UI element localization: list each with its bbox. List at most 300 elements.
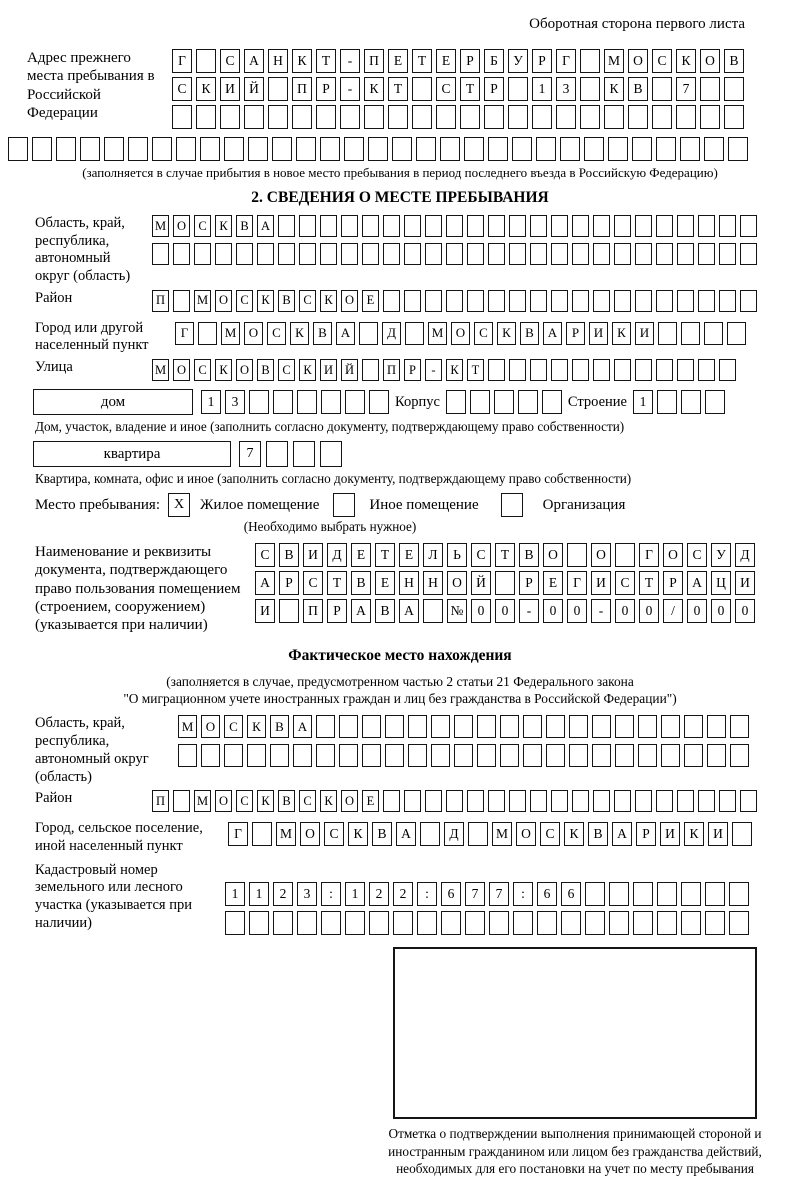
char-cell[interactable]: О bbox=[663, 543, 683, 567]
char-cell[interactable]: А bbox=[257, 215, 274, 237]
char-cell[interactable] bbox=[729, 882, 749, 906]
char-cell[interactable]: Й bbox=[244, 77, 264, 101]
char-cell[interactable] bbox=[684, 744, 703, 767]
s2-city-row[interactable] bbox=[175, 322, 750, 345]
char-cell[interactable] bbox=[614, 243, 631, 265]
char-cell[interactable] bbox=[638, 744, 657, 767]
char-cell[interactable] bbox=[404, 215, 421, 237]
char-cell[interactable]: Р bbox=[316, 77, 336, 101]
char-cell[interactable]: П bbox=[303, 599, 323, 623]
char-cell[interactable] bbox=[530, 290, 547, 312]
char-cell[interactable] bbox=[173, 243, 190, 265]
char-cell[interactable] bbox=[104, 137, 124, 161]
char-cell[interactable] bbox=[740, 290, 757, 312]
char-cell[interactable]: - bbox=[591, 599, 611, 623]
char-cell[interactable] bbox=[551, 359, 568, 381]
char-cell[interactable]: В bbox=[279, 543, 299, 567]
char-cell[interactable] bbox=[638, 715, 657, 738]
char-cell[interactable] bbox=[368, 137, 388, 161]
char-cell[interactable] bbox=[661, 715, 680, 738]
char-cell[interactable] bbox=[530, 790, 547, 812]
char-cell[interactable]: : bbox=[513, 882, 533, 906]
char-cell[interactable] bbox=[719, 243, 736, 265]
char-cell[interactable] bbox=[615, 744, 634, 767]
char-cell[interactable] bbox=[658, 322, 677, 345]
char-cell[interactable] bbox=[416, 137, 436, 161]
char-cell[interactable]: С bbox=[220, 49, 240, 73]
char-cell[interactable] bbox=[635, 359, 652, 381]
al-region-row-1[interactable] bbox=[178, 715, 753, 738]
char-cell[interactable]: 2 bbox=[393, 882, 413, 906]
char-cell[interactable] bbox=[467, 243, 484, 265]
char-cell[interactable] bbox=[572, 290, 589, 312]
char-cell[interactable] bbox=[344, 137, 364, 161]
char-cell[interactable] bbox=[509, 359, 526, 381]
char-cell[interactable] bbox=[236, 243, 253, 265]
char-cell[interactable] bbox=[273, 390, 293, 414]
char-cell[interactable] bbox=[201, 744, 220, 767]
char-cell[interactable] bbox=[405, 322, 424, 345]
char-cell[interactable] bbox=[698, 215, 715, 237]
char-cell[interactable] bbox=[556, 105, 576, 129]
char-cell[interactable] bbox=[488, 359, 505, 381]
char-cell[interactable] bbox=[719, 215, 736, 237]
char-cell[interactable]: С bbox=[236, 790, 253, 812]
char-cell[interactable]: И bbox=[591, 571, 611, 595]
char-cell[interactable] bbox=[592, 744, 611, 767]
al-city-row[interactable] bbox=[228, 822, 756, 846]
char-cell[interactable] bbox=[677, 790, 694, 812]
char-cell[interactable] bbox=[593, 290, 610, 312]
char-cell[interactable] bbox=[509, 243, 526, 265]
char-cell[interactable] bbox=[652, 105, 672, 129]
char-cell[interactable]: 1 bbox=[249, 882, 269, 906]
char-cell[interactable]: 6 bbox=[537, 882, 557, 906]
char-cell[interactable] bbox=[489, 911, 509, 935]
char-cell[interactable]: К bbox=[364, 77, 384, 101]
char-cell[interactable] bbox=[423, 599, 443, 623]
char-cell[interactable]: К bbox=[290, 322, 309, 345]
char-cell[interactable] bbox=[488, 137, 508, 161]
char-cell[interactable]: М bbox=[492, 822, 512, 846]
apartment-cells[interactable] bbox=[239, 441, 347, 467]
char-cell[interactable]: С bbox=[324, 822, 344, 846]
char-cell[interactable] bbox=[299, 215, 316, 237]
char-cell[interactable]: К bbox=[257, 790, 274, 812]
char-cell[interactable] bbox=[215, 243, 232, 265]
char-cell[interactable]: О bbox=[300, 822, 320, 846]
char-cell[interactable] bbox=[500, 715, 519, 738]
char-cell[interactable] bbox=[249, 390, 269, 414]
char-cell[interactable] bbox=[477, 744, 496, 767]
char-cell[interactable]: М bbox=[152, 359, 169, 381]
char-cell[interactable] bbox=[580, 49, 600, 73]
char-cell[interactable]: П bbox=[383, 359, 400, 381]
char-cell[interactable]: С bbox=[278, 359, 295, 381]
char-cell[interactable]: К bbox=[196, 77, 216, 101]
char-cell[interactable]: Е bbox=[362, 790, 379, 812]
char-cell[interactable]: : bbox=[321, 882, 341, 906]
char-cell[interactable] bbox=[247, 744, 266, 767]
char-cell[interactable]: Б bbox=[484, 49, 504, 73]
char-cell[interactable]: О bbox=[628, 49, 648, 73]
char-cell[interactable]: Р bbox=[460, 49, 480, 73]
char-cell[interactable]: И bbox=[589, 322, 608, 345]
char-cell[interactable] bbox=[727, 322, 746, 345]
char-cell[interactable] bbox=[719, 359, 736, 381]
char-cell[interactable]: Л bbox=[423, 543, 443, 567]
char-cell[interactable]: С bbox=[303, 571, 323, 595]
char-cell[interactable] bbox=[200, 137, 220, 161]
checkbox-zhiloe[interactable]: X bbox=[168, 493, 190, 517]
char-cell[interactable] bbox=[551, 243, 568, 265]
char-cell[interactable] bbox=[614, 790, 631, 812]
char-cell[interactable] bbox=[677, 359, 694, 381]
char-cell[interactable] bbox=[339, 744, 358, 767]
char-cell[interactable]: К bbox=[320, 290, 337, 312]
char-cell[interactable]: О bbox=[341, 290, 358, 312]
char-cell[interactable] bbox=[567, 543, 587, 567]
char-cell[interactable]: С bbox=[224, 715, 243, 738]
s2-street-row[interactable] bbox=[152, 359, 740, 381]
s2-region-row-2[interactable] bbox=[152, 243, 761, 265]
char-cell[interactable] bbox=[609, 911, 629, 935]
char-cell[interactable] bbox=[593, 359, 610, 381]
char-cell[interactable]: С bbox=[615, 571, 635, 595]
char-cell[interactable] bbox=[740, 243, 757, 265]
char-cell[interactable]: К bbox=[604, 77, 624, 101]
char-cell[interactable] bbox=[316, 715, 335, 738]
char-cell[interactable]: К bbox=[292, 49, 312, 73]
char-cell[interactable] bbox=[385, 744, 404, 767]
char-cell[interactable]: А bbox=[255, 571, 275, 595]
char-cell[interactable] bbox=[431, 715, 450, 738]
char-cell[interactable] bbox=[467, 790, 484, 812]
char-cell[interactable]: В bbox=[588, 822, 608, 846]
char-cell[interactable] bbox=[446, 790, 463, 812]
char-cell[interactable] bbox=[732, 822, 752, 846]
char-cell[interactable] bbox=[614, 359, 631, 381]
char-cell[interactable] bbox=[681, 390, 701, 414]
char-cell[interactable] bbox=[508, 105, 528, 129]
cadastre-row-1[interactable] bbox=[225, 882, 753, 906]
al-district-row[interactable] bbox=[152, 790, 761, 812]
char-cell[interactable]: Н bbox=[423, 571, 443, 595]
char-cell[interactable] bbox=[509, 790, 526, 812]
char-cell[interactable]: О bbox=[215, 290, 232, 312]
char-cell[interactable] bbox=[404, 790, 421, 812]
char-cell[interactable] bbox=[537, 911, 557, 935]
char-cell[interactable]: 0 bbox=[495, 599, 515, 623]
char-cell[interactable]: 7 bbox=[676, 77, 696, 101]
char-cell[interactable]: Т bbox=[495, 543, 515, 567]
char-cell[interactable] bbox=[383, 215, 400, 237]
char-cell[interactable]: И bbox=[303, 543, 323, 567]
char-cell[interactable]: Г bbox=[567, 571, 587, 595]
char-cell[interactable] bbox=[454, 715, 473, 738]
char-cell[interactable] bbox=[729, 911, 749, 935]
char-cell[interactable] bbox=[383, 290, 400, 312]
char-cell[interactable] bbox=[635, 215, 652, 237]
char-cell[interactable] bbox=[268, 105, 288, 129]
char-cell[interactable]: К bbox=[257, 290, 274, 312]
char-cell[interactable] bbox=[700, 105, 720, 129]
char-cell[interactable] bbox=[224, 744, 243, 767]
char-cell[interactable] bbox=[194, 243, 211, 265]
char-cell[interactable]: О bbox=[516, 822, 536, 846]
char-cell[interactable] bbox=[198, 322, 217, 345]
prev-address-row-2[interactable] bbox=[172, 77, 748, 101]
char-cell[interactable] bbox=[656, 290, 673, 312]
char-cell[interactable] bbox=[572, 243, 589, 265]
korpus-cells[interactable] bbox=[446, 390, 566, 414]
char-cell[interactable]: А bbox=[399, 599, 419, 623]
char-cell[interactable] bbox=[364, 105, 384, 129]
char-cell[interactable] bbox=[321, 911, 341, 935]
char-cell[interactable]: У bbox=[508, 49, 528, 73]
char-cell[interactable]: П bbox=[292, 77, 312, 101]
char-cell[interactable]: И bbox=[255, 599, 275, 623]
char-cell[interactable] bbox=[661, 744, 680, 767]
char-cell[interactable]: А bbox=[336, 322, 355, 345]
char-cell[interactable] bbox=[385, 715, 404, 738]
char-cell[interactable]: Д bbox=[382, 322, 401, 345]
char-cell[interactable] bbox=[412, 105, 432, 129]
char-cell[interactable]: И bbox=[320, 359, 337, 381]
char-cell[interactable] bbox=[388, 105, 408, 129]
char-cell[interactable] bbox=[546, 744, 565, 767]
char-cell[interactable] bbox=[436, 105, 456, 129]
char-cell[interactable] bbox=[297, 911, 317, 935]
char-cell[interactable] bbox=[249, 911, 269, 935]
char-cell[interactable] bbox=[339, 715, 358, 738]
char-cell[interactable] bbox=[408, 715, 427, 738]
char-cell[interactable] bbox=[172, 105, 192, 129]
char-cell[interactable]: К bbox=[320, 790, 337, 812]
char-cell[interactable]: - bbox=[340, 77, 360, 101]
char-cell[interactable]: В bbox=[724, 49, 744, 73]
char-cell[interactable]: С bbox=[299, 790, 316, 812]
char-cell[interactable] bbox=[740, 790, 757, 812]
char-cell[interactable]: Р bbox=[663, 571, 683, 595]
char-cell[interactable] bbox=[345, 911, 365, 935]
char-cell[interactable] bbox=[340, 105, 360, 129]
char-cell[interactable]: Ь bbox=[447, 543, 467, 567]
char-cell[interactable] bbox=[532, 105, 552, 129]
char-cell[interactable] bbox=[467, 215, 484, 237]
char-cell[interactable]: О bbox=[543, 543, 563, 567]
char-cell[interactable]: С bbox=[236, 290, 253, 312]
char-cell[interactable] bbox=[268, 77, 288, 101]
char-cell[interactable]: Г bbox=[228, 822, 248, 846]
char-cell[interactable] bbox=[635, 790, 652, 812]
char-cell[interactable] bbox=[425, 243, 442, 265]
char-cell[interactable] bbox=[604, 105, 624, 129]
char-cell[interactable] bbox=[431, 744, 450, 767]
char-cell[interactable]: С bbox=[436, 77, 456, 101]
char-cell[interactable]: А bbox=[543, 322, 562, 345]
char-cell[interactable]: М bbox=[428, 322, 447, 345]
char-cell[interactable] bbox=[292, 105, 312, 129]
char-cell[interactable] bbox=[705, 882, 725, 906]
char-cell[interactable]: 0 bbox=[567, 599, 587, 623]
char-cell[interactable]: М bbox=[178, 715, 197, 738]
char-cell[interactable] bbox=[656, 137, 676, 161]
char-cell[interactable] bbox=[632, 137, 652, 161]
char-cell[interactable]: 0 bbox=[735, 599, 755, 623]
char-cell[interactable]: Н bbox=[268, 49, 288, 73]
char-cell[interactable] bbox=[152, 137, 172, 161]
char-cell[interactable] bbox=[383, 243, 400, 265]
char-cell[interactable] bbox=[425, 290, 442, 312]
prev-address-row-4[interactable] bbox=[8, 137, 800, 161]
char-cell[interactable] bbox=[32, 137, 52, 161]
char-cell[interactable] bbox=[293, 441, 315, 467]
char-cell[interactable] bbox=[392, 137, 412, 161]
char-cell[interactable] bbox=[508, 77, 528, 101]
char-cell[interactable] bbox=[408, 744, 427, 767]
char-cell[interactable]: : bbox=[417, 882, 437, 906]
char-cell[interactable]: В bbox=[270, 715, 289, 738]
char-cell[interactable] bbox=[321, 390, 341, 414]
char-cell[interactable]: Т bbox=[388, 77, 408, 101]
apartment-type-box[interactable]: квартира bbox=[33, 441, 231, 467]
char-cell[interactable]: - bbox=[519, 599, 539, 623]
char-cell[interactable]: П bbox=[364, 49, 384, 73]
char-cell[interactable]: Г bbox=[639, 543, 659, 567]
char-cell[interactable]: П bbox=[152, 790, 169, 812]
char-cell[interactable] bbox=[628, 105, 648, 129]
char-cell[interactable] bbox=[362, 215, 379, 237]
char-cell[interactable] bbox=[470, 390, 490, 414]
char-cell[interactable] bbox=[656, 215, 673, 237]
char-cell[interactable] bbox=[297, 390, 317, 414]
char-cell[interactable]: Т bbox=[316, 49, 336, 73]
char-cell[interactable]: М bbox=[194, 790, 211, 812]
char-cell[interactable]: 0 bbox=[687, 599, 707, 623]
char-cell[interactable]: Д bbox=[327, 543, 347, 567]
char-cell[interactable]: В bbox=[313, 322, 332, 345]
char-cell[interactable]: 0 bbox=[639, 599, 659, 623]
char-cell[interactable] bbox=[278, 243, 295, 265]
char-cell[interactable] bbox=[730, 715, 749, 738]
char-cell[interactable]: М bbox=[276, 822, 296, 846]
char-cell[interactable] bbox=[446, 390, 466, 414]
char-cell[interactable]: В bbox=[375, 599, 395, 623]
char-cell[interactable] bbox=[633, 911, 653, 935]
char-cell[interactable] bbox=[698, 790, 715, 812]
char-cell[interactable]: В bbox=[372, 822, 392, 846]
char-cell[interactable]: 1 bbox=[201, 390, 221, 414]
char-cell[interactable] bbox=[446, 290, 463, 312]
char-cell[interactable]: 1 bbox=[345, 882, 365, 906]
char-cell[interactable] bbox=[509, 215, 526, 237]
char-cell[interactable] bbox=[404, 243, 421, 265]
char-cell[interactable]: К bbox=[676, 49, 696, 73]
char-cell[interactable]: С bbox=[255, 543, 275, 567]
char-cell[interactable]: Ц bbox=[711, 571, 731, 595]
char-cell[interactable]: Р bbox=[566, 322, 585, 345]
char-cell[interactable] bbox=[592, 715, 611, 738]
char-cell[interactable] bbox=[585, 882, 605, 906]
char-cell[interactable] bbox=[572, 790, 589, 812]
char-cell[interactable] bbox=[225, 911, 245, 935]
char-cell[interactable]: О bbox=[215, 790, 232, 812]
house-number-cells[interactable] bbox=[201, 390, 393, 414]
char-cell[interactable]: Е bbox=[436, 49, 456, 73]
char-cell[interactable] bbox=[523, 715, 542, 738]
char-cell[interactable]: 3 bbox=[297, 882, 317, 906]
char-cell[interactable]: С bbox=[471, 543, 491, 567]
char-cell[interactable] bbox=[707, 744, 726, 767]
char-cell[interactable] bbox=[656, 790, 673, 812]
char-cell[interactable]: - bbox=[425, 359, 442, 381]
char-cell[interactable]: В bbox=[519, 543, 539, 567]
char-cell[interactable]: К bbox=[299, 359, 316, 381]
char-cell[interactable] bbox=[572, 359, 589, 381]
char-cell[interactable]: Е bbox=[543, 571, 563, 595]
char-cell[interactable] bbox=[196, 49, 216, 73]
char-cell[interactable] bbox=[362, 744, 381, 767]
char-cell[interactable] bbox=[656, 243, 673, 265]
char-cell[interactable] bbox=[266, 441, 288, 467]
char-cell[interactable]: В bbox=[351, 571, 371, 595]
char-cell[interactable] bbox=[657, 911, 677, 935]
char-cell[interactable]: Й bbox=[471, 571, 491, 595]
char-cell[interactable] bbox=[454, 744, 473, 767]
char-cell[interactable]: 2 bbox=[273, 882, 293, 906]
char-cell[interactable]: О bbox=[341, 790, 358, 812]
char-cell[interactable] bbox=[657, 390, 677, 414]
char-cell[interactable] bbox=[633, 882, 653, 906]
char-cell[interactable]: А bbox=[396, 822, 416, 846]
char-cell[interactable]: С bbox=[172, 77, 192, 101]
document-row-1[interactable] bbox=[255, 543, 759, 567]
char-cell[interactable]: М bbox=[194, 290, 211, 312]
char-cell[interactable] bbox=[345, 390, 365, 414]
document-row-3[interactable] bbox=[255, 599, 759, 623]
char-cell[interactable] bbox=[176, 137, 196, 161]
char-cell[interactable] bbox=[320, 137, 340, 161]
char-cell[interactable] bbox=[362, 359, 379, 381]
char-cell[interactable] bbox=[299, 243, 316, 265]
char-cell[interactable] bbox=[585, 911, 605, 935]
char-cell[interactable] bbox=[698, 359, 715, 381]
char-cell[interactable] bbox=[719, 790, 736, 812]
char-cell[interactable] bbox=[248, 137, 268, 161]
char-cell[interactable]: М bbox=[221, 322, 240, 345]
char-cell[interactable]: О bbox=[244, 322, 263, 345]
char-cell[interactable] bbox=[500, 744, 519, 767]
char-cell[interactable] bbox=[681, 882, 701, 906]
char-cell[interactable]: Е bbox=[351, 543, 371, 567]
char-cell[interactable] bbox=[724, 105, 744, 129]
char-cell[interactable] bbox=[359, 322, 378, 345]
char-cell[interactable]: Н bbox=[399, 571, 419, 595]
char-cell[interactable] bbox=[677, 243, 694, 265]
char-cell[interactable]: К bbox=[215, 215, 232, 237]
char-cell[interactable] bbox=[417, 911, 437, 935]
char-cell[interactable] bbox=[680, 137, 700, 161]
char-cell[interactable]: - bbox=[340, 49, 360, 73]
house-type-box[interactable]: дом bbox=[33, 389, 193, 415]
char-cell[interactable]: 1 bbox=[633, 390, 653, 414]
char-cell[interactable] bbox=[513, 911, 533, 935]
s2-district-row[interactable] bbox=[152, 290, 761, 312]
char-cell[interactable] bbox=[657, 882, 677, 906]
char-cell[interactable]: 0 bbox=[543, 599, 563, 623]
char-cell[interactable] bbox=[609, 882, 629, 906]
